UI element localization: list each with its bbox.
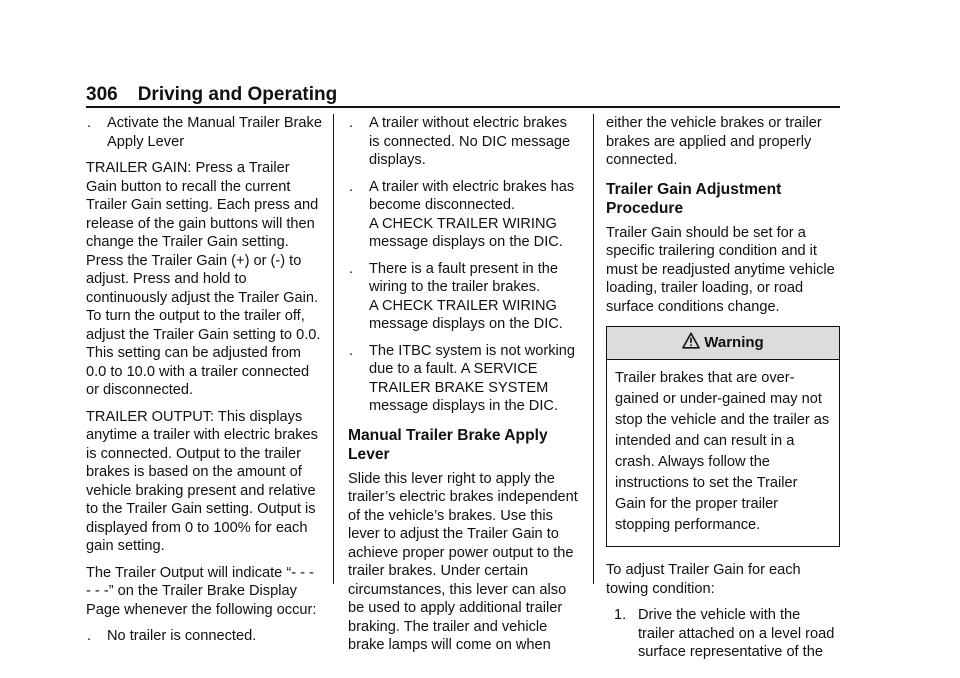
warning-title: Warning [704,333,764,351]
column-3 [606,114,840,662]
bullet-line: A CHECK TRAILER WIRING message displays on the DIC. [369,215,563,250]
bullet-line: There is a fault present in the wiring to the trailer brakes. [369,260,559,295]
trailer-gain-paragraph: TRAILER GAIN: Press a Trailer Gain button to recall the current Trailer Gain setting. Each press and release of the gain buttons will then change the Trailer Gain setting. Press the Trailer Gain (+) or (-) to adjust. Press and hold to continuously adjust the Trailer Gain. To turn the output to the trailer off, adjust the Trailer Gain setting to 0.0. This setting can be adjusted from 0.0 to 10.0 with a trailer connected or disconnected. [86,160,321,398]
bullet-text: No trailer is connected. [107,628,257,644]
manual-lever-heading: Manual Trailer Brake Apply Lever [348,426,548,463]
column-2 [348,114,580,663]
step-item [606,606,840,662]
bullet-text: A trailer without electric brakes is connected. No DIC message displays. [369,115,571,168]
bullet-item [348,260,580,334]
bullet-item [348,114,580,170]
bullet-marker: . [349,260,354,277]
page-number: 306 [86,84,118,105]
bullet-line: A CHECK TRAILER WIRING message displays on the DIC. [369,297,563,332]
bullet-item [348,342,580,416]
bullet-marker: . [87,115,92,131]
section-title: Driving and Operating [137,84,338,105]
continued-paragraph: either the vehicle brakes or trailer brakes are applied and properly connected. [606,115,822,168]
gain-adjustment-paragraph: Trailer Gain should be set for a specific trailering condition and it must be readjusted anytime vehicle loading, trailer loading, or road surface conditions change. [606,224,835,315]
bullet-marker: . [349,342,354,359]
bullet-text: Activate the Manual Trailer Brake Apply Lever [107,115,322,150]
header-rule [86,106,840,108]
bullet-marker: . [349,115,354,131]
column-divider-1 [333,114,334,584]
warning-text: Trailer brakes that are over-gained or under-gained may not stop the vehicle and the trailer as intended and can result in a crash. Always follow the instructions to set the Trailer Gain for the proper trailer stopping performance. [615,370,830,533]
bullet-marker: . [349,178,354,195]
warning-icon [682,332,704,355]
bullet-line: A trailer with electric brakes has become disconnected. [369,178,575,213]
bullet-item [86,114,322,151]
bullet-text: The ITBC system is not working due to a fault. A SERVICE TRAILER BRAKE SYSTEM message displays in the DIC. [369,342,575,414]
step-number: 1. [614,607,627,623]
warning-box [606,326,840,547]
page-header [86,84,840,106]
column-1 [86,114,322,654]
bullet-text [369,178,580,252]
bullet-item [348,178,580,252]
step-text: Drive the vehicle with the trailer attached on a level road surface representative of the [638,607,835,660]
adjust-paragraph: To adjust Trailer Gain for each towing condition: [606,562,801,597]
output-indicate-paragraph: The Trailer Output will indicate “- - - - - -” on the Trailer Brake Display Page whenever the following occur: [86,564,317,618]
column-divider-2 [593,114,594,584]
trailer-output-paragraph: TRAILER OUTPUT: This displays anytime a trailer with electric brakes is connected. Output to the trailer brakes is based on the amount of vehicle braking present and relative to the Trailer Gain setting. Output is displayed from 0 to 100% for each gain setting. [86,408,318,554]
bullet-item [86,627,322,646]
bullet-marker: . [87,628,92,644]
bullet-text [369,260,580,334]
warning-header [607,327,839,360]
gain-adjustment-heading: Trailer Gain Adjustment Procedure [606,180,782,217]
manual-lever-paragraph: Slide this lever right to apply the trailer’s electric brakes independent of the vehicle’s brakes. Use this lever to adjust the Trailer Gain to achieve proper power output to the trailer brakes. Under certain circumstances, this lever can also be used to apply additional trailer braking. The trailer and vehicle brake lamps will come on when [348,470,578,653]
